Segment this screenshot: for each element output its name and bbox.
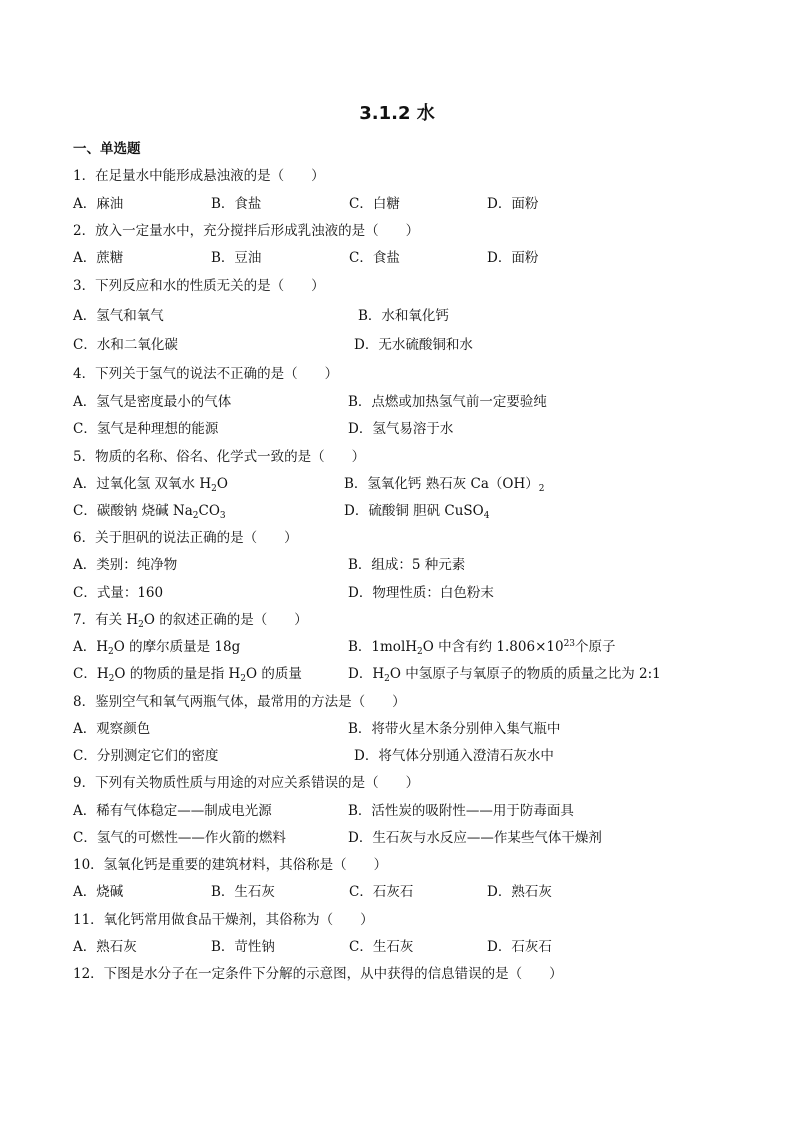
option-a-text: A．H xyxy=(73,639,109,655)
superscript: 23 xyxy=(563,639,576,649)
question-9-option-d[interactable]: D．生石灰与水反应——作某些气体干燥剂 xyxy=(348,830,602,846)
subscript: 2 xyxy=(211,484,217,494)
question-5-option-a[interactable] xyxy=(73,472,228,492)
question-4-option-c[interactable]: C．氢气是种理想的能源 xyxy=(73,421,219,437)
option-d-text: D．H xyxy=(348,666,385,682)
question-10-option-c[interactable]: C．石灰石 xyxy=(349,884,414,900)
question-8-option-d[interactable]: D．将气体分别通入澄清石灰水中 xyxy=(354,748,554,764)
question-1-option-c[interactable]: C．白糖 xyxy=(349,196,400,212)
question-6-option-d[interactable]: D．物理性质：白色粉末 xyxy=(348,585,494,601)
question-11-stem: 11．氧化钙常用做食品干燥剂，其俗称为（ ） xyxy=(73,912,374,928)
stem-text: 7．有关 H xyxy=(73,612,139,628)
option-b-text: B．氢氧化钙 熟石灰 Ca（OH） xyxy=(344,476,539,492)
question-11-option-c[interactable]: C．生石灰 xyxy=(349,939,414,955)
question-2-option-c[interactable]: C．食盐 xyxy=(349,250,400,266)
question-11-option-d[interactable]: D．石灰石 xyxy=(487,939,552,955)
section-heading: 一、单选题 xyxy=(73,141,141,157)
subscript: 2 xyxy=(138,620,144,630)
question-7-option-b[interactable] xyxy=(348,635,616,655)
question-1-option-d[interactable]: D．面粉 xyxy=(487,196,539,212)
question-12-stem: 12．下图是水分子在一定条件下分解的示意图，从中获得的信息错误的是（ ） xyxy=(73,966,563,982)
subscript: 2 xyxy=(192,511,199,521)
option-c-text-mid: O 的物质的量是指 H xyxy=(114,666,241,682)
option-a-text: A．过氧化氢 双氧水 H xyxy=(73,476,212,492)
option-d-text: D．硫酸铜 胆矾 CuSO xyxy=(344,503,484,519)
question-3-option-d[interactable]: D．无水硫酸铜和水 xyxy=(354,337,473,353)
option-b-text-mid: O 中含有约 1.806×10 xyxy=(422,639,564,655)
question-9-option-a[interactable]: A．稀有气体稳定——制成电光源 xyxy=(73,803,272,819)
question-6-option-a[interactable]: A．类别：纯净物 xyxy=(73,557,178,573)
question-3-option-b[interactable]: B．水和氧化钙 xyxy=(358,308,449,324)
option-c-text-end: O 的质量 xyxy=(246,666,302,682)
question-10-stem: 10．氢氧化钙是重要的建筑材料，其俗称是（ ） xyxy=(73,857,388,873)
subscript: 3 xyxy=(219,511,226,521)
question-6-option-c[interactable]: C．式量：160 xyxy=(73,585,164,601)
question-5-option-d[interactable] xyxy=(344,499,489,519)
option-a-text-end: O 的摩尔质量是 18g xyxy=(113,639,241,655)
subscript: 2 xyxy=(417,647,423,657)
document-title: 3.1.2 水 xyxy=(359,103,435,124)
subscript: 2 xyxy=(108,674,115,684)
question-4-stem: 4．下列关于氢气的说法不正确的是（ ） xyxy=(73,366,339,382)
subscript: 2 xyxy=(108,647,114,657)
question-8-option-a[interactable]: A．观察颜色 xyxy=(73,721,151,737)
question-4-option-a[interactable]: A．氢气是密度最小的气体 xyxy=(73,394,232,410)
option-c-text-mid: CO xyxy=(198,503,220,519)
question-5-option-b[interactable] xyxy=(344,472,544,492)
question-4-option-d[interactable]: D．氢气易溶于水 xyxy=(348,421,454,437)
question-5-stem: 5．物质的名称、俗名、化学式一致的是（ ） xyxy=(73,449,366,465)
question-2-option-b[interactable]: B．豆油 xyxy=(211,250,262,266)
question-1-option-b[interactable]: B．食盐 xyxy=(211,196,262,212)
subscript: 2 xyxy=(538,484,545,494)
question-9-option-c[interactable]: C．氢气的可燃性——作火箭的燃料 xyxy=(73,830,286,846)
subscript: 4 xyxy=(483,511,490,521)
question-9-option-b[interactable]: B．活性炭的吸附性——用于防毒面具 xyxy=(348,803,574,819)
question-8-option-b[interactable]: B．将带火星木条分别伸入集气瓶中 xyxy=(348,721,561,737)
option-b-text: B．1molH xyxy=(348,639,418,655)
question-7-option-c[interactable] xyxy=(73,662,302,682)
question-10-option-b[interactable]: B．生石灰 xyxy=(211,884,275,900)
question-7-stem xyxy=(73,608,308,628)
question-7-option-a[interactable] xyxy=(73,635,240,655)
subscript: 2 xyxy=(240,674,247,684)
question-1-stem: 1．在足量水中能形成悬浊液的是（ ） xyxy=(73,168,325,184)
option-c-text: C．碳酸钠 烧碱 Na xyxy=(73,503,193,519)
option-a-text-end: O xyxy=(216,476,228,492)
question-2-option-d[interactable]: D．面粉 xyxy=(487,250,539,266)
option-b-text-end: 个原子 xyxy=(575,639,616,655)
option-c-text: C．H xyxy=(73,666,109,682)
question-2-stem: 2．放入一定量水中，充分搅拌后形成乳浊液的是（ ） xyxy=(73,223,420,239)
question-2-option-a[interactable]: A．蔗糖 xyxy=(73,250,124,266)
question-1-option-a[interactable]: A．麻油 xyxy=(73,196,124,212)
question-5-option-c[interactable] xyxy=(73,499,226,519)
question-3-option-a[interactable]: A．氢气和氧气 xyxy=(73,308,164,324)
question-11-option-a[interactable]: A．熟石灰 xyxy=(73,939,137,955)
option-d-text-end: O 中氢原子与氧原子的物质的质量之比为 2:1 xyxy=(389,666,661,682)
question-4-option-b[interactable]: B．点燃或加热氢气前一定要验纯 xyxy=(348,394,547,410)
question-8-stem: 8．鉴别空气和氧气两瓶气体，最常用的方法是（ ） xyxy=(73,694,406,710)
question-10-option-a[interactable]: A．烧碱 xyxy=(73,884,124,900)
question-3-stem: 3．下列反应和水的性质无关的是（ ） xyxy=(73,278,325,294)
question-11-option-b[interactable]: B．苛性钠 xyxy=(211,939,275,955)
question-8-option-c[interactable]: C．分别测定它们的密度 xyxy=(73,748,219,764)
question-6-stem: 6．关于胆矾的说法正确的是（ ） xyxy=(73,530,298,546)
subscript: 2 xyxy=(384,674,390,684)
stem-text-end: O 的叙述正确的是（ ） xyxy=(143,612,308,628)
question-9-stem: 9．下列有关物质性质与用途的对应关系错误的是（ ） xyxy=(73,775,420,791)
question-3-option-c[interactable]: C．水和二氧化碳 xyxy=(73,337,178,353)
question-10-option-d[interactable]: D．熟石灰 xyxy=(487,884,552,900)
question-6-option-b[interactable]: B．组成：5 种元素 xyxy=(348,557,466,573)
question-7-option-d[interactable] xyxy=(348,662,661,682)
